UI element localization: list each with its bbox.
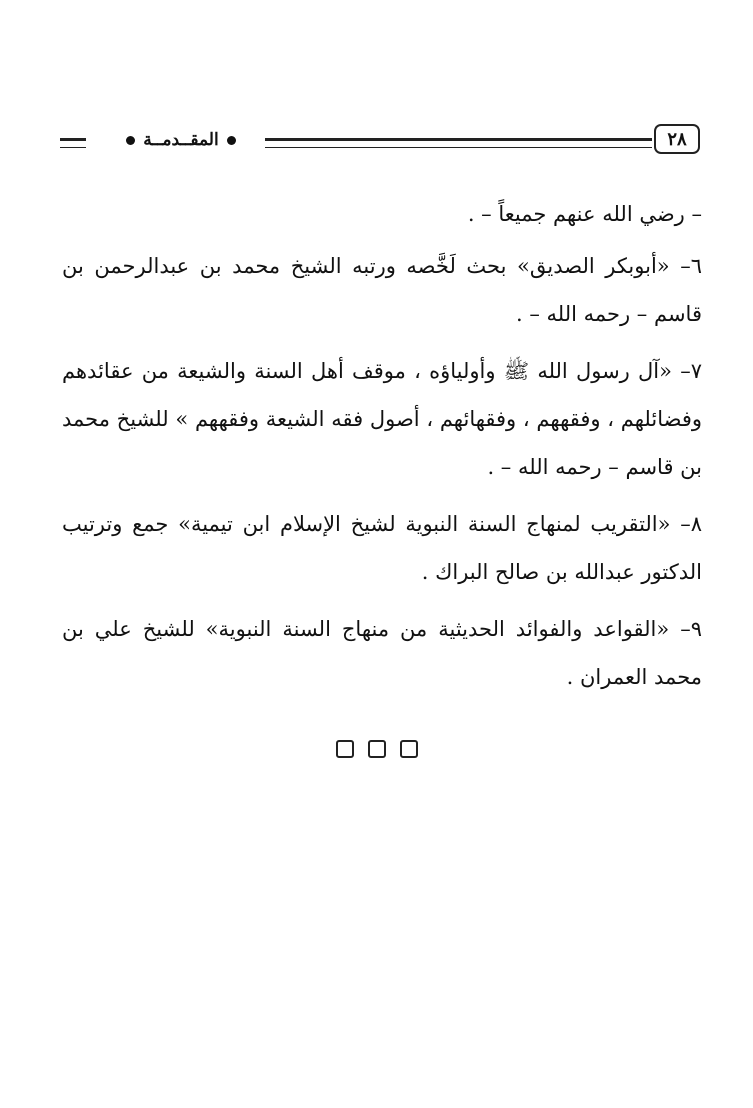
list-item-6: ٦– «أبوبكر الصديق» بحث لَخَّصه ورتبه الشيخ محمد بن عبدالرحمن بن قاسم – رحمه الله – . <box>62 254 702 326</box>
square-ornament-icon <box>336 740 354 758</box>
section-end-ornament <box>0 740 753 758</box>
square-ornament-icon <box>400 740 418 758</box>
section-title-text: المقــدمــة <box>143 130 219 150</box>
header-rule-short <box>60 138 86 148</box>
list-item-8: ٨– «التقريب لمنهاج السنة النبوية لشيخ الإسلام ابن تيمية» جمع وترتيب الدكتور عبدالله بن صالح البراك . <box>62 512 702 584</box>
header-rule-long <box>265 138 652 148</box>
list-item-7: ٧– «آل رسول الله ﷺ وأولياؤه ، موقف أهل السنة والشيعة من عقائدهم وفضائلهم ، وفقههم ، وفقهائهم ، أصول فقه الشيعة وفقههم » للشيخ محمد بن قاسم – رحمه الله – . <box>62 359 702 479</box>
section-title <box>106 127 256 153</box>
page-body <box>62 190 702 710</box>
list-item-9: ٩– «القواعد والفوائد الحديثية من منهاج السنة النبوية» للشيخ علي بن محمد العمران . <box>62 617 702 689</box>
bullet-dot-icon <box>227 136 236 145</box>
page-number: ٢٨ <box>654 124 700 154</box>
page-header <box>60 120 700 158</box>
square-ornament-icon <box>368 740 386 758</box>
bullet-dot-icon <box>126 136 135 145</box>
paragraph: – رضي الله عنهم جميعاً – . <box>467 202 702 226</box>
